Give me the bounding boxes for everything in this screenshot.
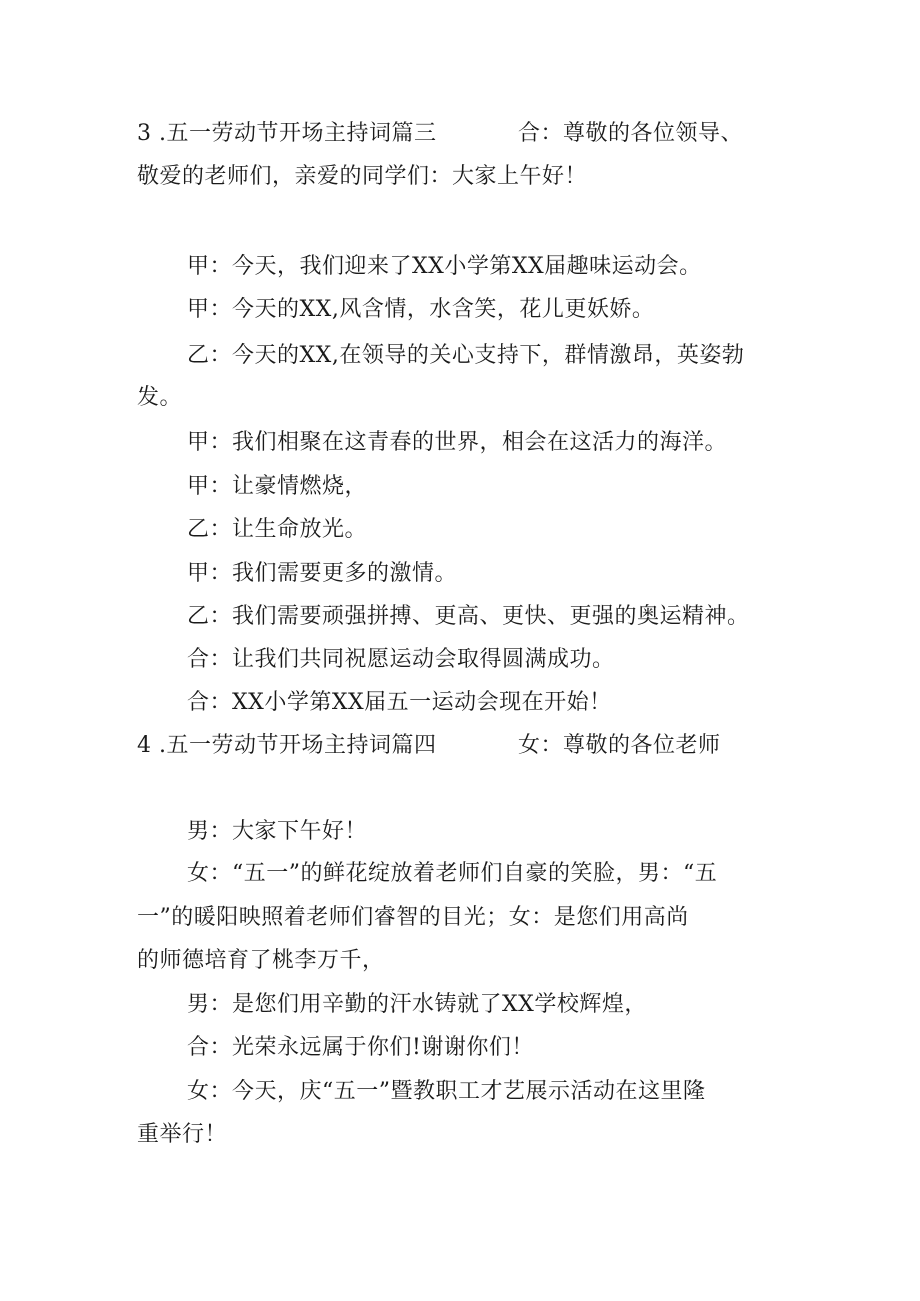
paragraph-text: 敬爱的老师们，亲爱的同学们：大家上午好！ — [137, 164, 588, 189]
paragraph-line — [137, 162, 587, 192]
dialogue-text: 乙：今天的XX,在领导的关心支持下，群情激昂，英姿勃 — [187, 343, 745, 368]
section-heading-title: 3 .五一劳动节开场主持词篇三 — [137, 121, 437, 146]
dialogue-text: 男：是您们用辛勤的汗水铸就了XX学校辉煌， — [187, 992, 647, 1017]
dialogue-text: 合：让我们共同祝愿运动会取得圆满成功。 — [187, 647, 615, 672]
dialogue-text: 的师德培育了桃李万千， — [137, 948, 385, 973]
dialogue-line — [187, 428, 727, 458]
dialogue-text: 乙：我们需要顽强拼搏、更高、更快、更强的奥运精神。 — [187, 604, 750, 629]
dialogue-line — [187, 602, 750, 632]
dialogue-line-continued — [137, 903, 689, 933]
dialogue-line — [187, 1077, 706, 1107]
dialogue-text: 合：XX小学第XX届五一运动会现在开始！ — [187, 690, 612, 715]
dialogue-line — [187, 341, 744, 371]
dialogue-line-continued — [137, 946, 385, 976]
section-heading — [137, 119, 436, 149]
dialogue-text: 合：光荣永远属于你们!谢谢你们！ — [187, 1035, 534, 1060]
dialogue-text: 甲：让豪情燃烧， — [187, 474, 368, 499]
dialogue-text: 女：今天，庆“五一”暨教职工才艺展示活动在这里隆 — [187, 1079, 706, 1104]
dialogue-text: 甲：今天，我们迎来了XX小学第XX届趣味运动会。 — [187, 254, 702, 279]
section-heading-tail — [518, 731, 721, 761]
section-heading — [137, 731, 436, 761]
dialogue-line — [187, 515, 367, 545]
dialogue-text: 女：“五一”的鲜花绽放着老师们自豪的笑脸，男：“五 — [187, 861, 718, 886]
dialogue-text: 甲：今天的XX,风含情，水含笑，花儿更妖娇。 — [187, 297, 655, 322]
dialogue-line-continued — [137, 1120, 227, 1150]
dialogue-line — [187, 559, 457, 589]
dialogue-line — [187, 688, 612, 718]
dialogue-line — [187, 645, 615, 675]
dialogue-line-continued — [137, 383, 182, 413]
dialogue-line — [187, 295, 654, 325]
section-heading-title: 4 .五一劳动节开场主持词篇四 — [137, 733, 437, 758]
heading-tail-text: 合：尊敬的各位领导、 — [518, 121, 744, 146]
dialogue-line — [187, 1033, 534, 1063]
dialogue-line — [187, 472, 367, 502]
dialogue-text: 甲：我们相聚在这青春的世界，相会在这活力的海洋。 — [187, 430, 728, 455]
section-heading-tail — [518, 119, 743, 149]
dialogue-line — [187, 817, 367, 847]
dialogue-line — [187, 859, 717, 889]
dialogue-text: 一”的暖阳映照着老师们睿智的目光；女：是您们用高尚 — [137, 905, 689, 930]
dialogue-text: 发。 — [137, 385, 183, 410]
dialogue-line — [187, 990, 647, 1020]
dialogue-text: 甲：我们需要更多的激情。 — [187, 561, 458, 586]
dialogue-line — [187, 252, 702, 282]
dialogue-text: 重举行！ — [137, 1122, 228, 1147]
dialogue-text: 乙：让生命放光。 — [187, 517, 368, 542]
heading-tail-text: 女：尊敬的各位老师 — [518, 733, 721, 758]
dialogue-text: 男：大家下午好！ — [187, 819, 368, 844]
